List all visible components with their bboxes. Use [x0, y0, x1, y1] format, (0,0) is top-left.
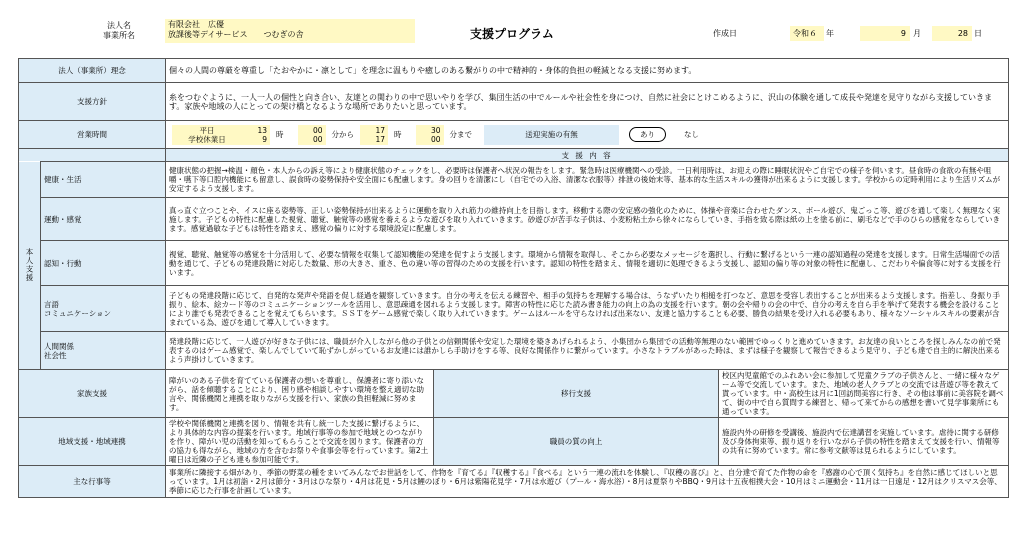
family-transition-row [19, 370, 1009, 418]
support-item-text: 子どもの発達段階に応じて、自発的な発声や発語を促し経過を観察していきます。自分の考えを伝える練習や、相手の気持ちを理解する場合は、うなずいたり相槌を打つなど、意思を受容し表出することが出来るよう支援します。指差し、身振り手振り、絵本、絵カード等のコミュニケーションツールを活用し、意思疎通を図れるよう支援します。障害の特性に応じた読み書き能力の向上の為の支援を行います。朝の会や帰りの会の中で、自分の考えを自ら手を挙げて発表する機会を設けることにより誰でも発表できることを覚えてもらいます。ＳＳＴをゲーム感覚で楽しく取り入れていきます。ゲームはルールを守らなければ出来ない、友達と協力することも必要、勝負の結果を受け入れる必要もあり、様々なソーシャルスキルの要素が含まれている為、遊びを通して導入していきます。 [166, 286, 1009, 332]
support-item-label: 運動・感覚 [41, 198, 166, 241]
end-hour-holiday: 17 [375, 134, 385, 144]
end-min-weekday: 30 [430, 125, 441, 135]
philosophy-row [19, 59, 1009, 83]
transport-no: なし [684, 130, 699, 139]
community-staff-row [19, 418, 1009, 466]
transport-yes-circled: あり [629, 127, 666, 142]
day-value: 28 [932, 26, 972, 41]
holiday-label: 学校休業日 [188, 134, 226, 144]
philosophy-label: 法人（事業所）理念 [19, 59, 166, 83]
philosophy-text: 個々の人間の尊厳を尊重し「たおやかに・凛として」を理念に温もりや癒しのある繋がりの中で精神的・身体的負担の軽減となる支援に努めます。 [166, 59, 1009, 83]
start-hour-holiday: 9 [262, 134, 267, 144]
policy-label: 支援方針 [19, 83, 166, 121]
end-hour-weekday: 17 [375, 125, 385, 135]
staff-quality-label: 職員の質の向上 [434, 418, 719, 466]
office-label: 事業所名 [103, 31, 135, 40]
hours-block [172, 124, 1002, 146]
month-value: 9 [860, 26, 910, 41]
policy-text: 糸をつむぐように、一人一人の個性と向き合い、友達との関わりの中で思いやりを学び、集団生活の中でルールや社会性を身につけ、自然に社会にとけこめるように、沢山の体験を通して成長や発達を見守りながら支援していきます。家族や地域の人にとっての架け橋となるような場所でありたいと思っています。 [166, 83, 1009, 121]
community-label: 地域支援・地域連携 [19, 418, 166, 466]
office-name: 放課後等デイサービス つむぎの舎 [168, 30, 304, 39]
support-item-text: 視覚、聴覚、触覚等の感覚を十分活用して、必要な情報を収集して認知機能の発達を促すよう支援します。環境から情報を取得し、そこから必要なメッセージを選択し、行動に繋げるという一連の認知過程の発達を支援します。日常生活場面での活動を通じて、子どもの発達段階に対応した数量、形の大きさ、重さ、色の違い等の習得のための支援を行います。認知の特性を踏まえ、情報を適切に処理できるよう支援し、認知の偏り等の対象の特性に配慮し、こだわりや偏食等に対する支援を行います。 [166, 241, 1009, 286]
support-item-label: 認知・行動 [41, 241, 166, 286]
support-row [19, 286, 1009, 332]
support-row [19, 198, 1009, 241]
weekday-label: 平日 [199, 125, 215, 135]
hours-label: 営業時間 [19, 121, 166, 149]
events-row [19, 466, 1009, 498]
content-header: 支 援 内 容 [166, 149, 1009, 162]
start-min-holiday: 00 [312, 134, 323, 144]
support-item-label: 健康・生活 [41, 162, 166, 198]
company-block [165, 19, 415, 43]
day-unit: 日 [974, 29, 982, 38]
hours-row [19, 121, 1009, 149]
page-title: 支援プログラム [470, 27, 554, 41]
support-item-label: 言語 コミュニケーション [41, 286, 166, 332]
policy-row [19, 83, 1009, 121]
events-label: 主な行事等 [19, 466, 166, 498]
staff-quality-text: 施設内外の研修を受講後、施設内で伝達講習を実施しています。虐待に関する研修及び身体拘束等、振り返りを行いながら子供の特性を踏まえて支援を行い、情報等の共有に努めています。常に参考文献等は見られるようにしています。 [719, 418, 1009, 466]
start-min-weekday: 00 [312, 125, 323, 135]
era-value: 令和６ [790, 26, 824, 41]
year-unit: 年 [826, 29, 834, 38]
support-item-text: 発達段階に応じて、一人遊びが好きな子供には、職員が介入しながら他の子供との信頼関係や安定した環境を築きあげられるよう、小集団から集団での活動等無理のない範囲でゆっくりと進めていきます。お友達の良いところを探しみんなの前で発表するのはゲーム感覚で、楽しんでしていて恥ずかしがっているお友達には誰かしら手助けをする等、良好な関係作りに繋がっています。小さなトラブルがあった時は、まずは様子を観察して報告できるよう見守り、子ども達で自主的に解決出来るよう声掛けしていきます。 [166, 332, 1009, 370]
support-item-text: 健康状態の把握→検温・顔色・本人からの訴え等により健康状態のチェックをし、必要時は保護者へ状況の報告をします。緊急時は医療機関への受診。一日利用時は、お迎えの際に睡眠状況やご自宅での様子を伺います。昼食時の食欲の有無や咀嚼・嚥下等口腔内機能にも留意し、誤食時の姿勢保持や安全面にも配慮します。身の回りを清潔にし（自宅での入浴、清潔な衣服等）排泄の後始末等、基本的な生活スキルの獲得が出来るように支援します。学校からの定時利用により生活リズムが安定するよう支援します。 [166, 162, 1009, 198]
end-min-holiday: 00 [430, 134, 441, 144]
hour-unit: 時 [276, 130, 284, 139]
support-item-text: 真っ直ぐ立つことや、イスに座る姿勢等、正しい姿勢保持が出来るように運動を取り入れ筋力の維持向上を目指します。移動する際の安定感の強化のために、体操や音楽に合わせたダンス、ボール遊び、鬼ごっこ等、遊びを通して楽しく無理なく実施します。子どもの特性に配慮した視覚、聴覚、触覚等の感覚を養えるような遊びを取り入れていきます。砂遊びが苦手な子供は、小麦粉粘土から徐々にならしていき、手指を致る際は紙の上を塗る前に、刷毛などで手のひらの感覚をならしていきます。感覚過敏な子どもは特性を踏まえ、感覚の偏りに対する環境設定に配慮します。 [166, 198, 1009, 241]
transport-label: 送迎実施の有無 [484, 125, 619, 145]
month-unit: 月 [913, 29, 921, 38]
self-support-label: 本人支援 [19, 162, 41, 370]
community-text: 学校や関係機関と連携を図り、情報を共有し統一した支援に繋げるように、より具体的な内容の提案を行います。地域行事等の参加で地域とのつながりを作り、障がい児の活動を知ってもらうことで交流を図ります。保護者の方の協力も得ながら、地域の方を含むお祭りや食事会等を行っています。第2土曜日は近隣の子ども達も参加可能です。 [166, 418, 434, 466]
support-program-table [18, 58, 1009, 498]
content-header-row [19, 149, 1009, 162]
created-date-label: 作成日 [713, 29, 737, 38]
support-row [19, 162, 1009, 198]
start-hour-weekday: 13 [257, 125, 267, 135]
to-unit: 分まで [449, 130, 472, 139]
end-hour-unit: 時 [394, 130, 402, 139]
family-support-text: 障がいのある子供を育てている保護者の想いを尊重し、保護者に寄り添いながら、話を傾聴することにより、困り感や相談しやすい環境を整え適切な助言や、関係機関と連携を取りながら支援を行い、家族の負担軽減に努めます。 [166, 370, 434, 418]
company-name: 有限会社 広優 [168, 20, 224, 29]
operator-label: 法人名 [107, 21, 131, 30]
operator-labels [90, 21, 148, 41]
support-row [19, 332, 1009, 370]
support-row [19, 241, 1009, 286]
support-item-label: 人間関係 社会性 [41, 332, 166, 370]
family-support-label: 家族支援 [19, 370, 166, 418]
events-text: 事業所に隣接する畑があり、季節の野菜の種をまいてみんなでお世話をして、作物を『育てる』『収穫する』『食べる』という一連の流れを体験し、『収穫の喜び』と、自分達で育てた作物の命を『感謝の心で頂く気持ち』を自然に感じてほしいと思っています。1月は初詣・2月は節分・3月はひな祭り・4月は花見・5月は鯉のぼり・6月は紫陽花見学・7月は水遊び（プール・海水浴）・8月は夏祭りやBBQ・9月は十五夜相撲大会・10月はミニ運動会・11月は一日遠足・12月はクリスマス会等、季節に応じた行事を計画しています。 [166, 466, 1009, 498]
transition-support-label: 移行支援 [434, 370, 719, 418]
transition-support-text: 校区内児童館でのふれあい会に参加して児童クラブの子供さんと、一緒に様々なゲーム等で交流しています。また、地域の老人クラブとの交流では昔遊び等を教えて貰っています。中・高校生は月に1回訪問美容に行き、その他は事前に美容院を調べて、街の中で自ら質問する練習と、帰って来てからの感想を書いて見学事業所にも通っています。 [719, 370, 1009, 418]
from-unit: 分から [331, 130, 354, 139]
